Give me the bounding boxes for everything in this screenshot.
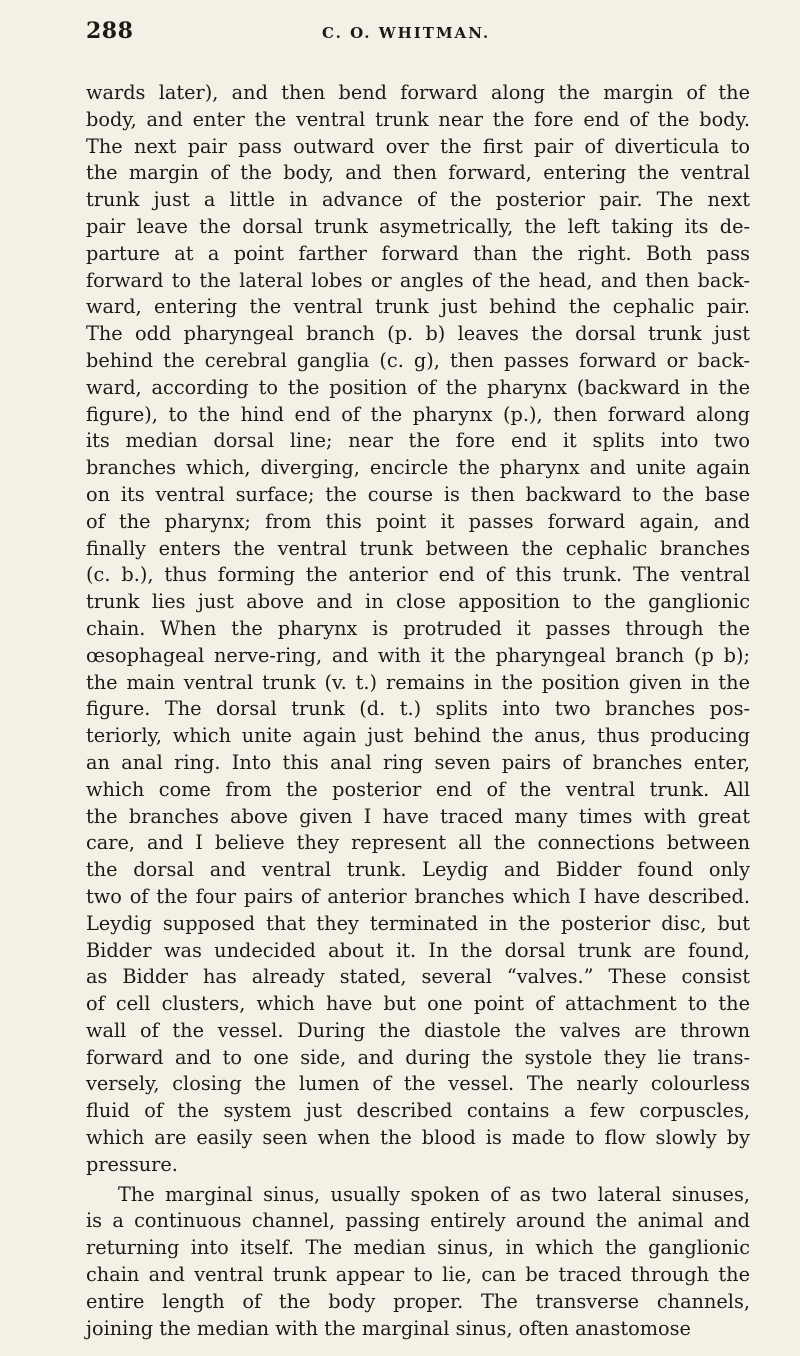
text-line: The next pair pass outward over the first pair of diverticula to xyxy=(86,134,750,158)
text-line: its median dorsal line; near the fore end it splits into two xyxy=(86,429,750,453)
running-title: C. O. WHITMAN. xyxy=(322,24,491,42)
paragraph-1 xyxy=(86,80,750,1179)
text-line: finally enters the ventral trunk between the cephalic branches xyxy=(86,536,750,560)
page-number: 288 xyxy=(86,18,134,44)
text-line: the margin of the body, and then forward, entering the ventral xyxy=(86,161,750,185)
text-line: wards later), and then bend forward along the margin of the xyxy=(86,81,750,104)
text-line: Leydig supposed that they terminated in the posterior disc, but xyxy=(86,911,750,935)
text-line: as Bidder has already stated, several “valves.” These consist xyxy=(86,965,750,989)
text-line: which come from the posterior end of the ventral trunk. All xyxy=(86,777,750,801)
text-line: trunk lies just above and in close apposition to the ganglionic xyxy=(86,590,750,614)
text-line: body, and enter the ventral trunk near the fore end of the body. xyxy=(86,107,750,131)
text-line: figure), to the hind end of the pharynx (p.), then forward along xyxy=(86,402,750,426)
text-line: wall of the vessel. During the diastole the valves are thrown xyxy=(86,1018,750,1042)
text-line: two of the four pairs of anterior branches which I have described. xyxy=(86,884,750,908)
text-line: entire length of the body proper. The transverse channels, xyxy=(86,1289,750,1313)
text-line: trunk just a little in advance of the posterior pair. The next xyxy=(86,188,750,212)
text-line: the main ventral trunk (v. t.) remains in the position given in the xyxy=(86,670,750,694)
text-line: (c. b.), thus forming the anterior end of this trunk. The ventral xyxy=(86,563,750,587)
text-line: care, and I believe they represent all the connections between xyxy=(86,831,750,855)
text-line: the dorsal and ventral trunk. Leydig and Bidder found only xyxy=(86,858,750,882)
text-line: parture at a point farther forward than the right. Both pass xyxy=(86,241,750,265)
text-line: branches which, diverging, encircle the pharynx and unite again xyxy=(86,456,750,480)
text-line: œsophageal nerve-ring, and with it the pharyngeal branch (p b); xyxy=(86,643,750,667)
text-line: The odd pharyngeal branch (p. b) leaves the dorsal trunk just xyxy=(86,322,750,346)
text-line: the branches above given I have traced many times with great xyxy=(86,804,750,828)
text-line: joining the median with the marginal sinus, often anastomose xyxy=(86,1316,691,1340)
text-line: forward and to one side, and during the systole they lie trans- xyxy=(86,1045,750,1069)
text-line: The marginal sinus, usually spoken of as two lateral sinuses, xyxy=(118,1182,750,1206)
text-line: fluid of the system just described contains a few corpuscles, xyxy=(86,1099,750,1123)
text-line: versely, closing the lumen of the vessel. The nearly colourless xyxy=(86,1072,750,1096)
text-line: chain. When the pharynx is protruded it passes through the xyxy=(86,616,750,640)
paragraph-2 xyxy=(86,1182,750,1343)
text-line: forward to the lateral lobes or angles of the head, and then back- xyxy=(86,268,750,292)
text-line: pair leave the dorsal trunk asymetrically, the left taking its de- xyxy=(86,214,750,238)
body-text xyxy=(86,80,750,1342)
text-line: on its ventral surface; the course is then backward to the base xyxy=(86,482,750,506)
text-line: teriorly, which unite again just behind the anus, thus producing xyxy=(86,724,750,748)
text-line: behind the cerebral ganglia (c. g), then passes forward or back- xyxy=(86,348,750,372)
text-line: of cell clusters, which have but one point of attachment to the xyxy=(86,992,750,1016)
text-line: of the pharynx; from this point it passes forward again, and xyxy=(86,509,750,533)
text-line: ward, entering the ventral trunk just behind the cephalic pair. xyxy=(86,295,750,319)
text-line: chain and ventral trunk appear to lie, can be traced through the xyxy=(86,1263,750,1287)
running-head xyxy=(86,18,750,58)
text-line: pressure. xyxy=(86,1152,178,1176)
text-line: which are easily seen when the blood is made to flow slowly by xyxy=(86,1126,750,1150)
text-line: Bidder was undecided about it. In the dorsal trunk are found, xyxy=(86,938,750,962)
text-line: an anal ring. Into this anal ring seven pairs of branches enter, xyxy=(86,750,750,774)
text-line: ward, according to the position of the pharynx (backward in the xyxy=(86,375,750,399)
text-line: returning into itself. The median sinus, in which the ganglionic xyxy=(86,1236,750,1260)
text-line: figure. The dorsal trunk (d. t.) splits into two branches pos- xyxy=(86,697,750,721)
text-line: is a continuous channel, passing entirely around the animal and xyxy=(86,1209,750,1233)
